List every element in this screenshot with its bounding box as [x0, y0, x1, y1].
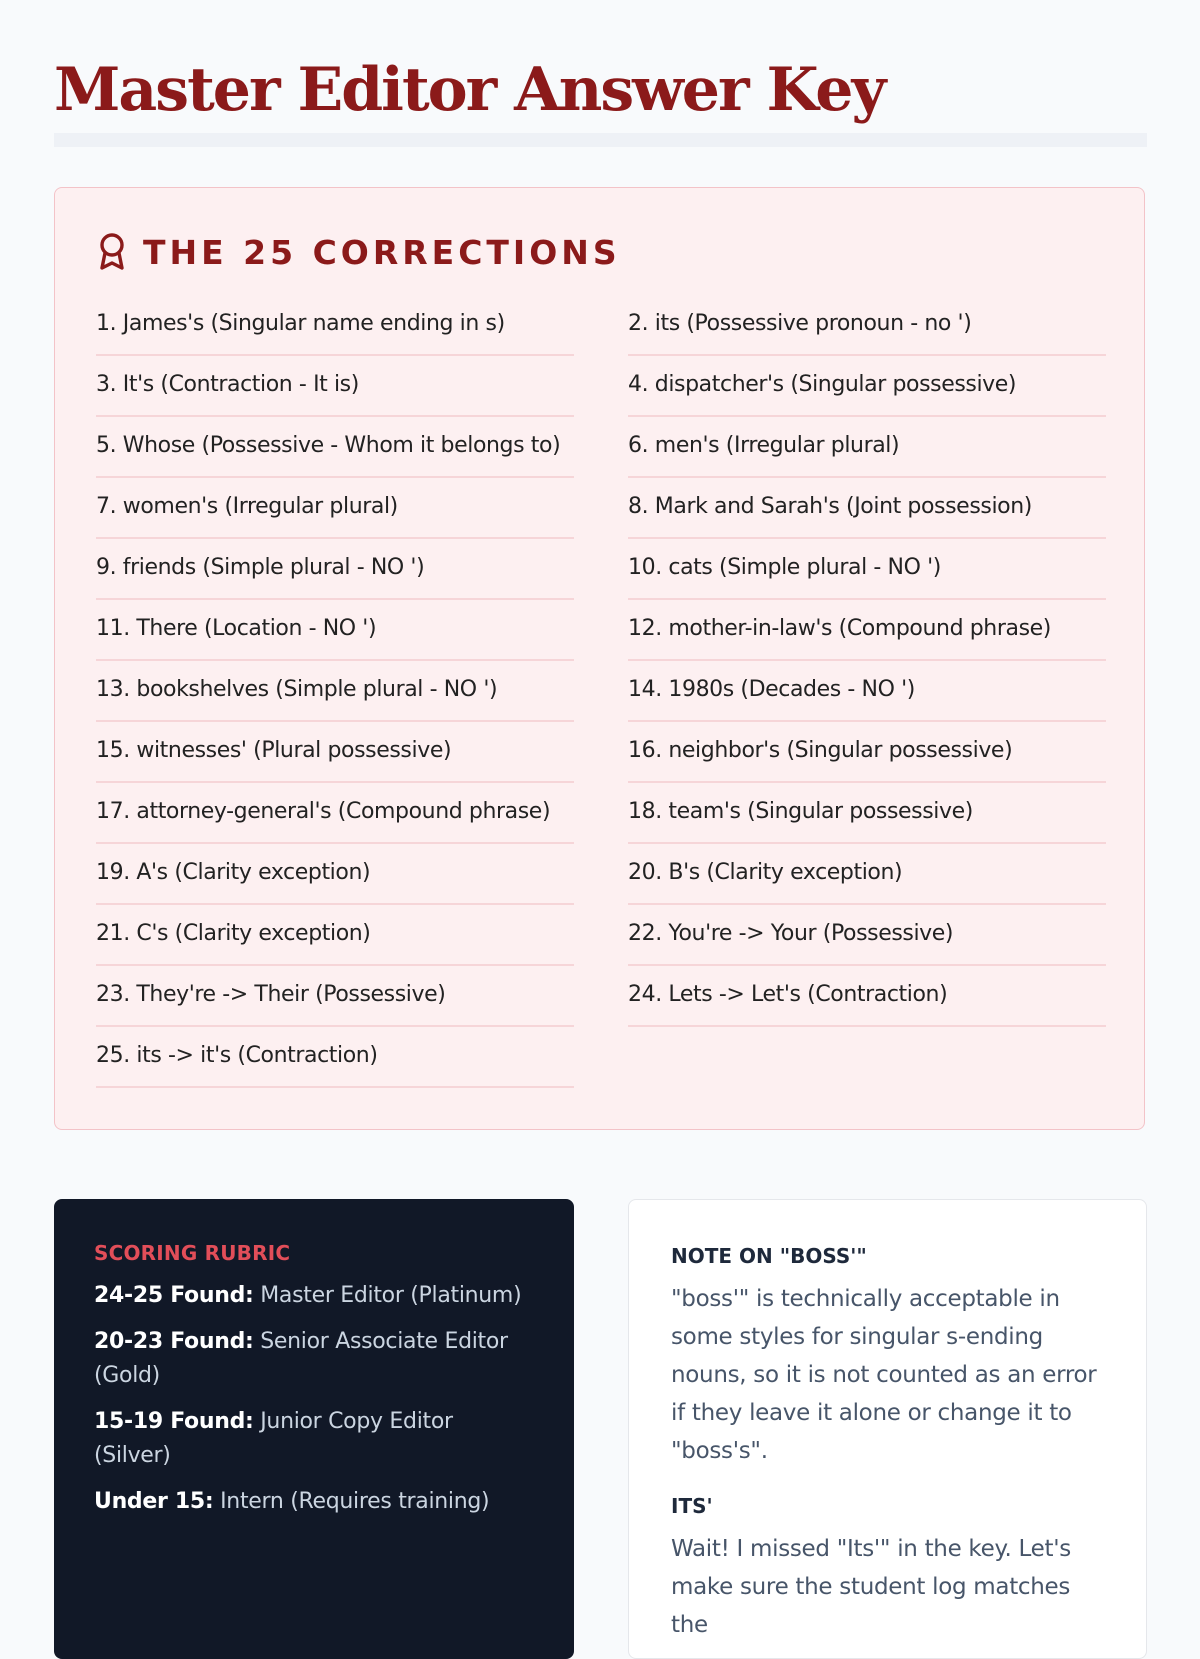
note-body-boss: "boss'" is technically acceptable in some styles for singular s-ending nouns, so it is not counted as an error if they leave it alone or change it to "boss's". — [671, 1286, 1097, 1464]
correction-item: 15. witnesses' (Plural possessive) — [96, 722, 574, 783]
rubric-label: Master Editor (Platinum) — [253, 1283, 522, 1308]
note-body-its: Wait! I missed "Its'" in the key. Let's make sure the student log matches the — [671, 1536, 1071, 1638]
corrections-heading: THE 25 CORRECTIONS — [143, 232, 621, 272]
title-divider — [54, 133, 1147, 147]
corrections-header — [97, 232, 621, 272]
rubric-row — [94, 1279, 534, 1313]
rubric-range: 24-25 Found: — [94, 1283, 254, 1308]
correction-item: 9. friends (Simple plural - NO ') — [96, 539, 574, 600]
correction-item: 10. cats (Simple plural - NO ') — [628, 539, 1106, 600]
correction-item: 22. You're -> Your (Possessive) — [628, 905, 1106, 966]
correction-item: 1. James's (Singular name ending in s) — [96, 295, 574, 356]
correction-item: 19. A's (Clarity exception) — [96, 844, 574, 905]
rubric-range: 20-23 Found: — [94, 1329, 254, 1354]
notes-card — [628, 1199, 1147, 1659]
correction-item: 3. It's (Contraction - It is) — [96, 356, 574, 417]
rubric-heading: SCORING RUBRIC — [94, 1241, 291, 1265]
rubric-row — [94, 1405, 534, 1473]
correction-item: 18. team's (Singular possessive) — [628, 783, 1106, 844]
note-heading-its: ITS' — [671, 1494, 713, 1518]
correction-item: 23. They're -> Their (Possessive) — [96, 966, 574, 1027]
correction-item: 6. men's (Irregular plural) — [628, 417, 1106, 478]
correction-item: 20. B's (Clarity exception) — [628, 844, 1106, 905]
rubric-range: Under 15: — [94, 1489, 214, 1514]
correction-item: 11. There (Location - NO ') — [96, 600, 574, 661]
correction-item: 16. neighbor's (Singular possessive) — [628, 722, 1106, 783]
correction-item: 12. mother-in-law's (Compound phrase) — [628, 600, 1106, 661]
rubric-range: 15-19 Found: — [94, 1409, 254, 1434]
scoring-rubric-card — [54, 1199, 574, 1659]
correction-item: 7. women's (Irregular plural) — [96, 478, 574, 539]
rubric-row — [94, 1325, 534, 1393]
page-title: Master Editor Answer Key — [54, 55, 885, 125]
award-ribbon-icon — [97, 232, 127, 272]
correction-item: 14. 1980s (Decades - NO ') — [628, 661, 1106, 722]
correction-item: 25. its -> it's (Contraction) — [96, 1027, 574, 1088]
correction-item: 8. Mark and Sarah's (Joint possession) — [628, 478, 1106, 539]
correction-item: 4. dispatcher's (Singular possessive) — [628, 356, 1106, 417]
correction-item: 21. C's (Clarity exception) — [96, 905, 574, 966]
rubric-row — [94, 1485, 534, 1519]
correction-item: 24. Lets -> Let's (Contraction) — [628, 966, 1106, 1027]
corrections-list — [96, 295, 1106, 1088]
corrections-card — [54, 187, 1145, 1130]
correction-item: 2. its (Possessive pronoun - no ') — [628, 295, 1106, 356]
correction-item: 5. Whose (Possessive - Whom it belongs to) — [96, 417, 574, 478]
rubric-label: Junior Copy Editor (Silver) — [94, 1409, 453, 1468]
rubric-label: Senior Associate Editor (Gold) — [94, 1329, 508, 1388]
correction-item: 13. bookshelves (Simple plural - NO ') — [96, 661, 574, 722]
note-heading-boss: NOTE ON "BOSS'" — [671, 1244, 867, 1268]
correction-item: 17. attorney-general's (Compound phrase) — [96, 783, 574, 844]
rubric-label: Intern (Requires training) — [213, 1489, 490, 1514]
